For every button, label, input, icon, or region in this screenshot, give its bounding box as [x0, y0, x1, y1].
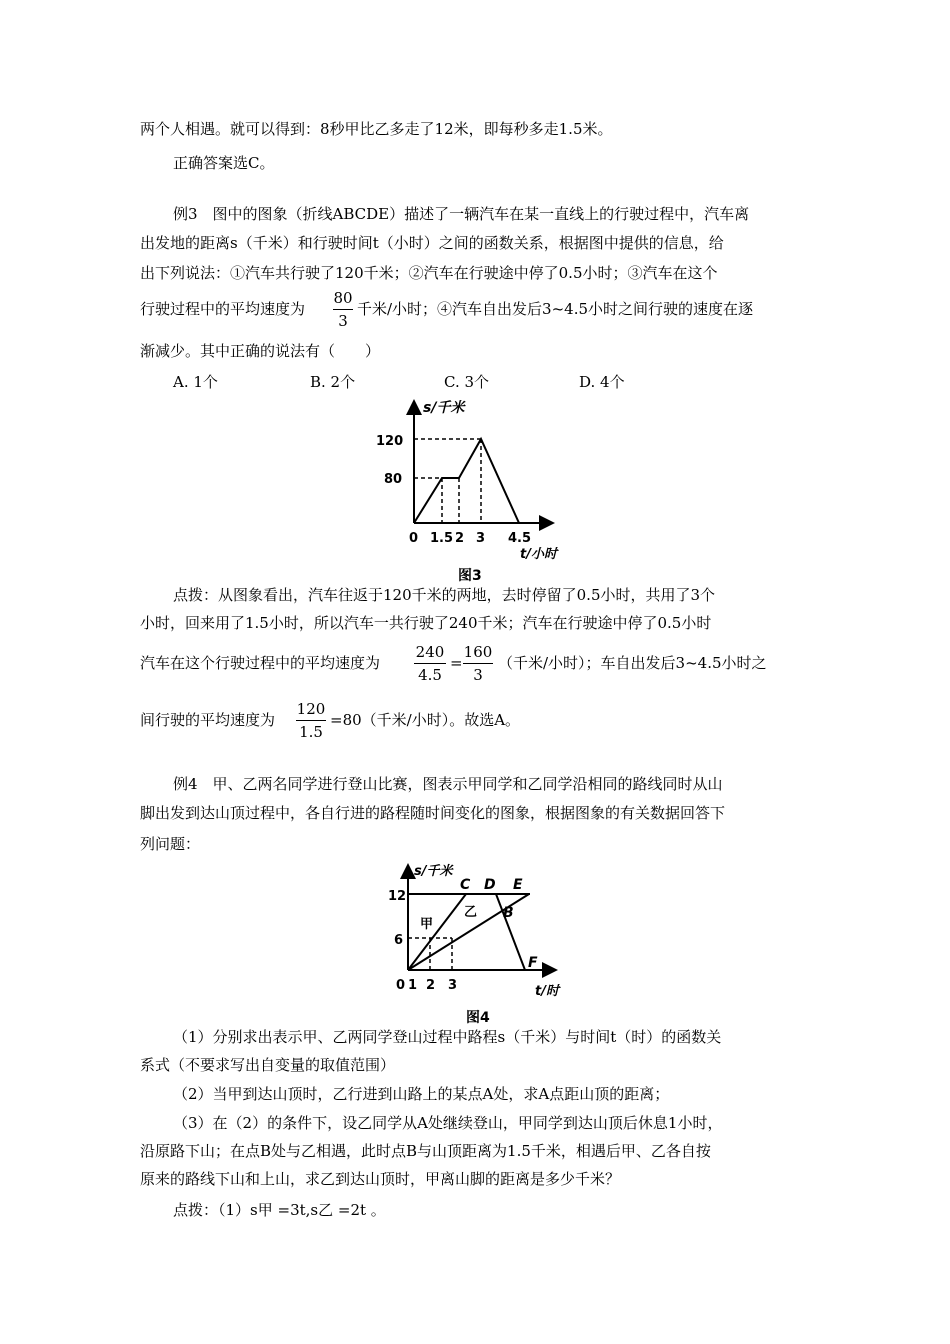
text-line: 沿原路下山；在点B处与乙相遇，此时点B与山顶距离为1.5千米，相遇后甲、乙各自按 — [140, 1142, 711, 1160]
fraction-numerator: 240 — [415, 643, 445, 661]
fraction — [414, 642, 446, 685]
x-tick-label: 0 — [409, 531, 419, 546]
text-line: 正确答案选C。 — [173, 154, 275, 172]
option-a: A. 1个 — [173, 373, 218, 391]
text-line: 点拨：从图象看出，汽车往返于120千米的两地，去时停留了0.5小时，共用了3个 — [173, 586, 716, 604]
text-line: 列问题： — [140, 835, 201, 853]
point-label: D — [484, 877, 496, 893]
equals-sign: = — [450, 654, 463, 672]
text-line: 汽车在这个行驶过程中的平均速度为 — [140, 654, 381, 672]
text-line: （3）在（2）的条件下，设乙同学从A处继续登山，甲同学到达山顶后休息1小时， — [173, 1114, 723, 1132]
text-line: （千米/小时）；车自出发后3~4.5小时之 — [498, 654, 767, 672]
x-tick-label: 4.5 — [508, 531, 532, 546]
fraction — [463, 642, 493, 685]
text-line: 原来的路线下山和上山，求乙到达山顶时，甲离山脚的距离是多少千米？ — [140, 1170, 621, 1188]
text-line: 间行驶的平均速度为 — [140, 711, 276, 729]
text-line: 行驶过程中的平均速度为 — [140, 300, 306, 318]
point-label: B — [503, 905, 514, 921]
x-tick-label: 2 — [426, 978, 436, 993]
y-tick-label: 120 — [376, 434, 404, 449]
y-tick-label: 12 — [388, 889, 407, 904]
fraction-denominator: 1.5 — [299, 723, 323, 741]
fraction — [296, 699, 326, 742]
text-line: 系式（不要求写出自变量的取值范围） — [140, 1056, 396, 1074]
text-line: 千米/小时；④汽车自出发后3~4.5小时之间行驶的速度在逐 — [357, 300, 754, 318]
point-label: F — [528, 955, 538, 971]
option-b: B. 2个 — [310, 373, 356, 391]
figure-caption: 图4 — [466, 1010, 490, 1026]
text-line: 小时，回来用了1.5小时，所以汽车一共行驶了240千米；汽车在行驶途中停了0.5小时 — [140, 614, 712, 632]
point-label: E — [513, 877, 523, 893]
y-tick-label: 6 — [394, 933, 404, 948]
fraction-numerator: 80 — [333, 289, 353, 307]
fraction-numerator: 160 — [463, 643, 493, 661]
y-axis-label: s/千米 — [414, 864, 453, 879]
text-line: 点拨：（1）s甲 =3t,s乙 =2t 。 — [173, 1201, 386, 1219]
option-d: D. 4个 — [579, 373, 625, 391]
text-line: 渐减少。其中正确的说法有（ ） — [140, 342, 381, 360]
figure-3 — [370, 395, 570, 590]
fraction-denominator: 3 — [338, 312, 348, 330]
x-tick-label: 3 — [448, 978, 458, 993]
y-tick-label: 80 — [384, 472, 403, 487]
text-line: 两个人相遇。就可以得到：8秒甲比乙多走了12米，即每秒多走1.5米。 — [140, 120, 613, 138]
text-line: 例3 图中的图象（折线ABCDE）描述了一辆汽车在某一直线上的行驶过程中，汽车离 — [173, 205, 750, 223]
figure-4 — [380, 860, 580, 1028]
x-tick-label: 3 — [476, 531, 486, 546]
x-tick-label: 0 — [396, 978, 406, 993]
fraction-denominator: 3 — [473, 666, 483, 684]
x-axis-label: t/小时 — [520, 547, 557, 562]
text-line: （1）分别求出表示甲、乙两同学登山过程中路程s（千米）与时间t（时）的函数关 — [173, 1028, 722, 1046]
series-label: 甲 — [420, 917, 434, 932]
x-axis-label: t/时 — [535, 984, 559, 999]
figure-caption: 图3 — [458, 568, 482, 584]
x-tick-label: 2 — [455, 531, 465, 546]
text-line: （2）当甲到达山顶时，乙行进到山路上的某点A处，求A点距山顶的距离； — [173, 1085, 670, 1103]
fraction — [333, 288, 353, 331]
text-line: 出下列说法：①汽车共行驶了120千米；②汽车在行驶途中停了0.5小时；③汽车在这个 — [140, 264, 718, 282]
point-label: C — [460, 877, 471, 893]
graph-line — [414, 439, 519, 523]
text-line: 脚出发到达山顶过程中，各自行进的路程随时间变化的图象，根据图象的有关数据回答下 — [140, 804, 726, 822]
x-tick-label: 1.5 — [430, 531, 454, 546]
text-line: =80（千米/小时）。故选A。 — [330, 711, 521, 729]
option-c: C. 3个 — [444, 373, 490, 391]
fraction-numerator: 120 — [296, 700, 326, 718]
x-tick-label: 1 — [408, 978, 418, 993]
series-label: 乙 — [464, 905, 478, 920]
text-line: 出发地的距离s（千米）和行驶时间t（小时）之间的函数关系，根据图中提供的信息，给 — [140, 234, 724, 252]
text-line: 例4 甲、乙两名同学进行登山比赛，图表示甲同学和乙同学沿相同的路线同时从山 — [173, 775, 723, 793]
y-axis-label: s/千米 — [423, 400, 465, 416]
fraction-denominator: 4.5 — [418, 666, 442, 684]
